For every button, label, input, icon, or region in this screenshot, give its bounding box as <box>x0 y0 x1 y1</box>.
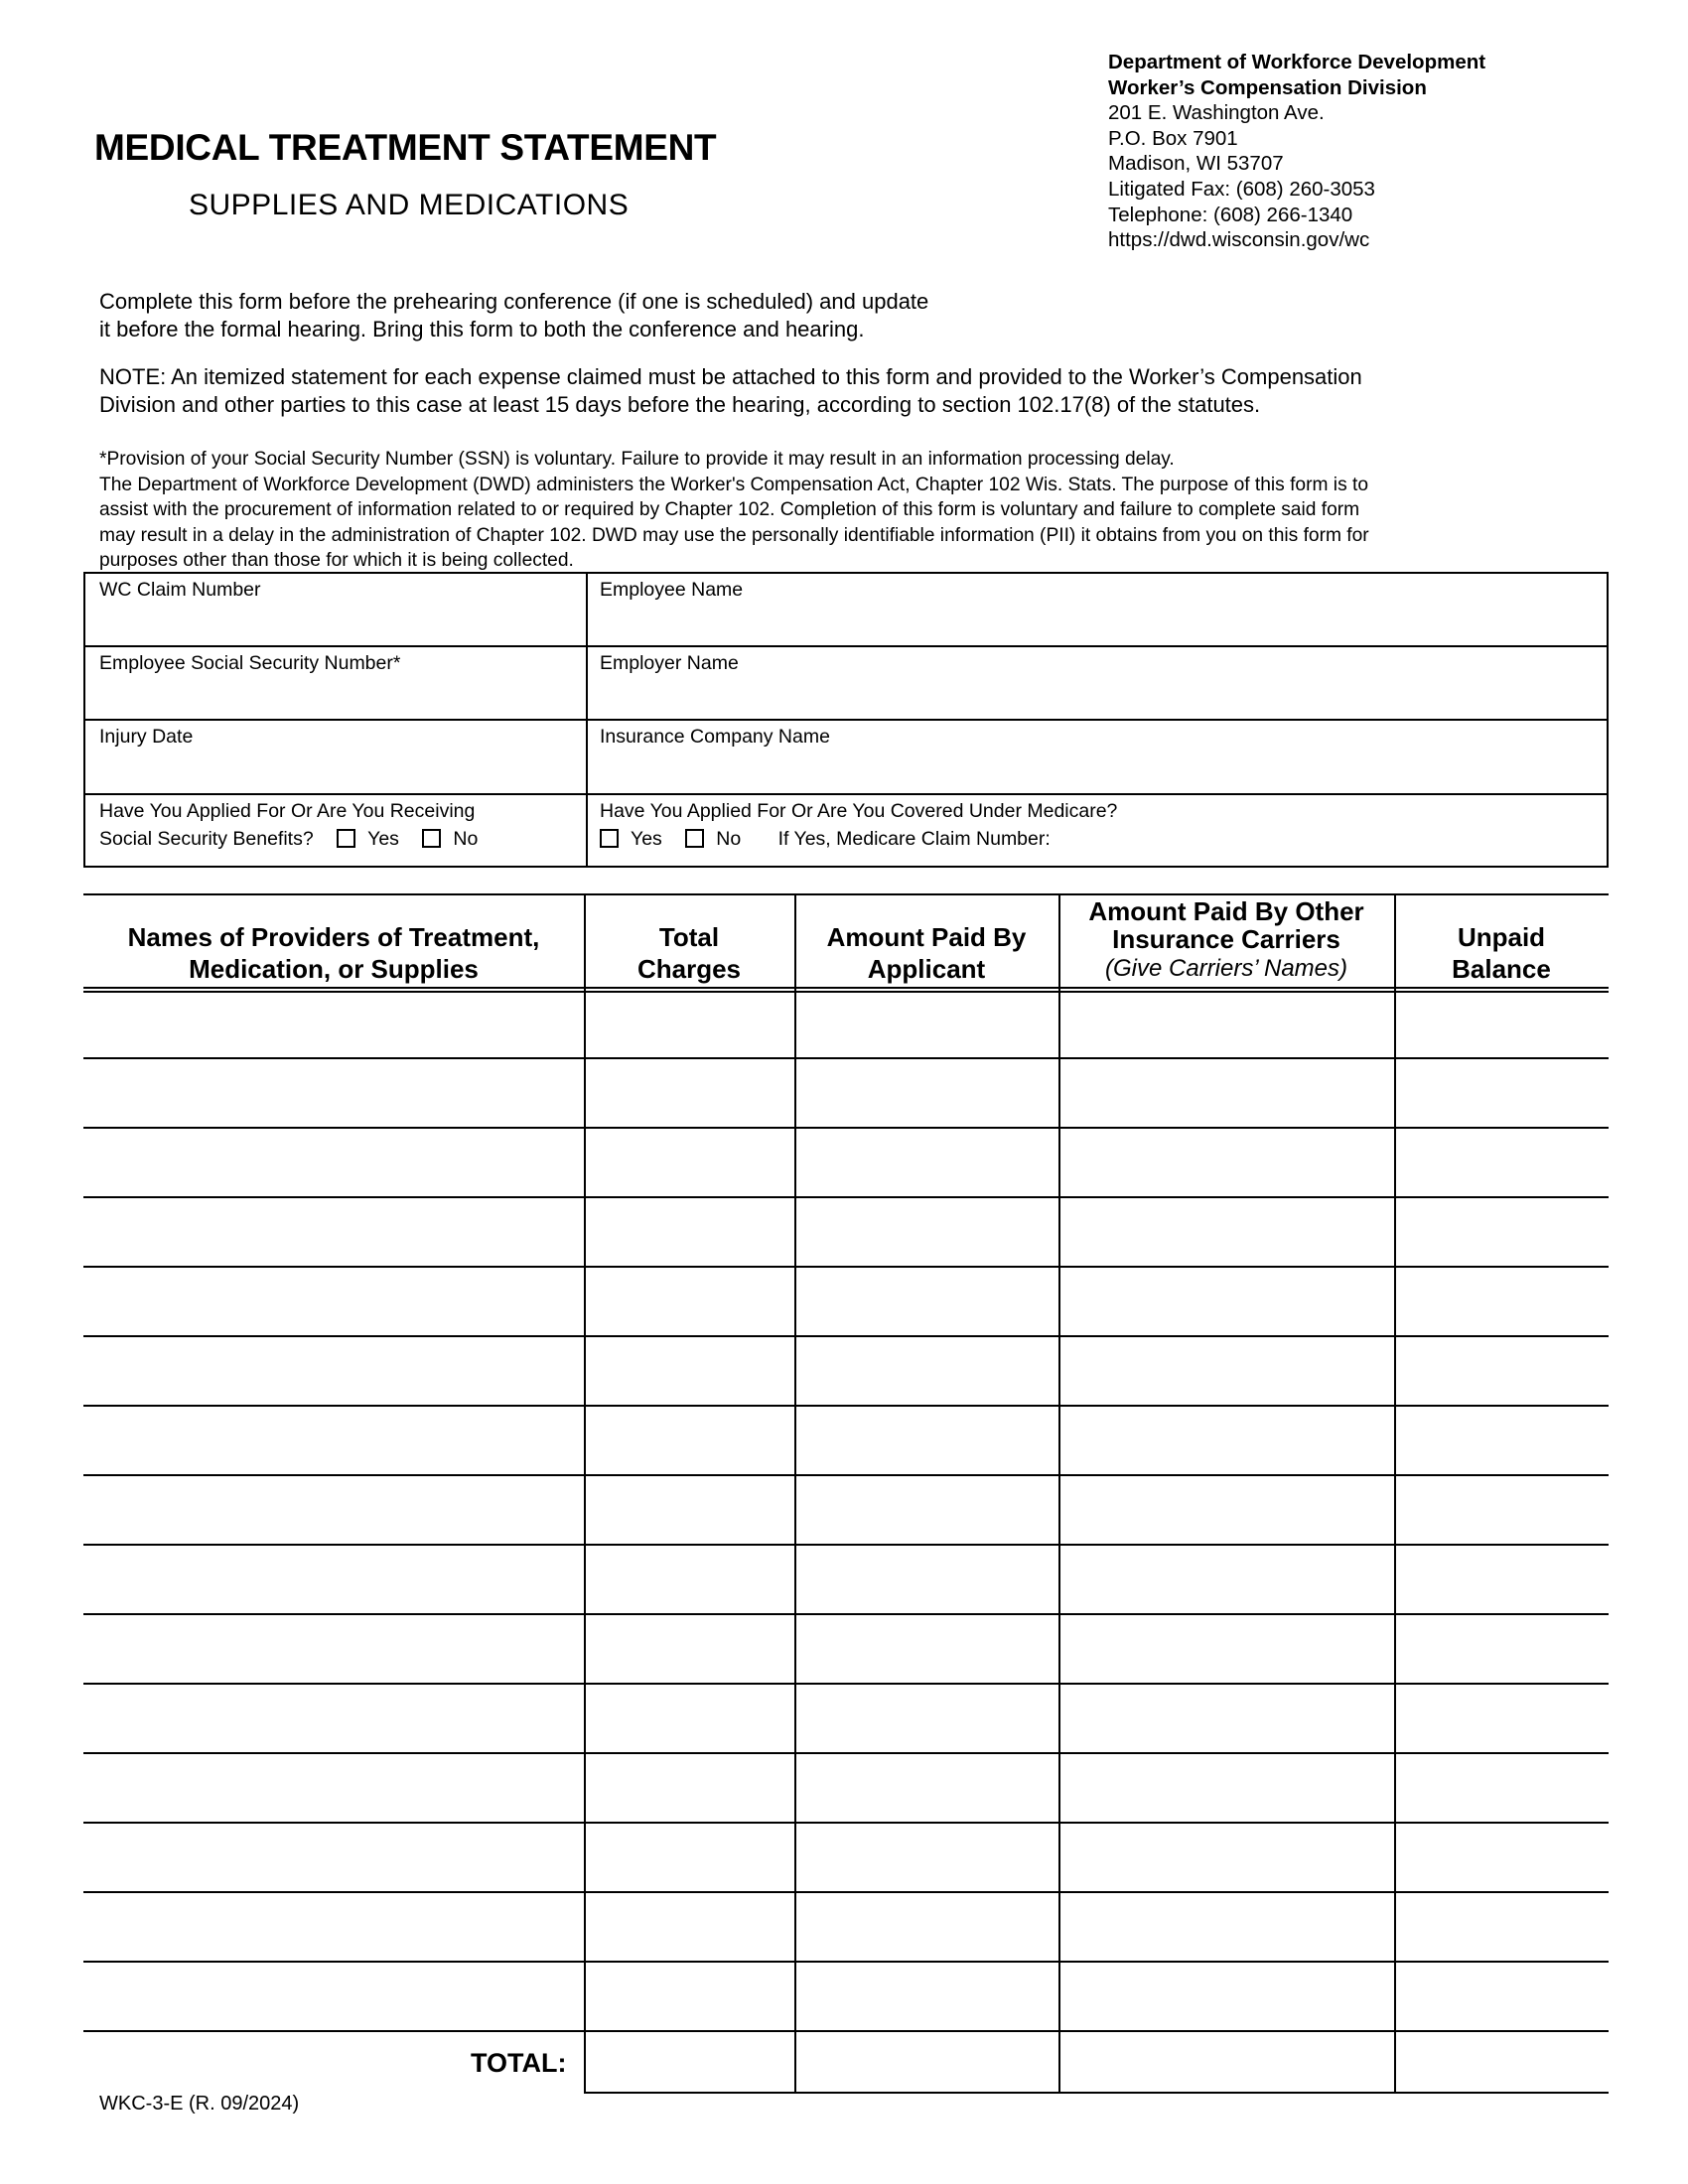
privacy-line-5: purposes other than those for which it is being collected. <box>99 550 574 572</box>
instructions <box>99 288 1092 343</box>
note <box>99 363 1599 419</box>
col-header-paid-by-applicant: Amount Paid By Applicant <box>826 922 1027 984</box>
instructions-line-2: it before the formal hearing. Bring this form to both the conference and hearing. <box>99 317 865 341</box>
ss-question-line-2 <box>99 825 478 853</box>
agency-address <box>1108 50 1485 253</box>
agency-dept: Department of Workforce Development <box>1108 51 1486 73</box>
agency-web[interactable]: https://dwd.wisconsin.gov/wc <box>1108 228 1370 252</box>
agency-phone: Telephone: (608) 266-1340 <box>1108 203 1353 226</box>
form-number: WKC-3-E (R. 09/2024) <box>99 2093 300 2115</box>
col-header-providers: Names of Providers of Treatment, Medication, or Supplies <box>127 922 540 984</box>
form-title: MEDICAL TREATMENT STATEMENT <box>94 127 717 168</box>
col-header-total-charges: Total Charges <box>636 922 742 984</box>
privacy-line-3: assist with the procurement of information related to or required by Chapter 102. Completion of this form is voluntary and failure to complete said form <box>99 499 1360 521</box>
agency-street: 201 E. Washington Ave. <box>1108 101 1325 125</box>
medicare-no-label: No <box>716 828 742 850</box>
total-label: TOTAL: <box>471 2048 567 2078</box>
social-security-question <box>99 797 478 853</box>
instructions-line-1: Complete this form before the prehearing conference (if one is scheduled) and update <box>99 289 929 314</box>
claimant-info-grid <box>83 572 1609 868</box>
ss-yes-checkbox[interactable] <box>337 829 355 848</box>
wc-claim-number-field[interactable]: WC Claim Number <box>99 579 261 601</box>
col-header-paid-by-other: Amount Paid By Other Insurance Carriers (Give Carriers’ Names) <box>1088 896 1364 982</box>
agency-po-box: P.O. Box 7901 <box>1108 126 1238 150</box>
medicare-question <box>600 797 1117 853</box>
privacy-line-1: *Provision of your Social Security Number (SSN) is voluntary. Failure to provide it may result in an information processing delay. <box>99 449 1175 470</box>
privacy-line-2: The Department of Workforce Development (DWD) administers the Worker's Compensation Act, Chapter 102 Wis. Stats. The purpose of this form is to <box>99 474 1369 495</box>
employer-name-field[interactable]: Employer Name <box>600 652 739 674</box>
agency-city: Madison, WI 53707 <box>1108 152 1284 176</box>
privacy-notice <box>99 447 1609 574</box>
employee-name-field[interactable]: Employee Name <box>600 579 744 601</box>
medicare-yes-label: Yes <box>631 828 662 850</box>
expense-table <box>83 893 1609 2093</box>
medicare-claim-number-field[interactable]: If Yes, Medicare Claim Number: <box>777 828 1051 850</box>
medicare-no-checkbox[interactable] <box>685 829 704 848</box>
agency-division: Worker’s Compensation Division <box>1108 75 1427 99</box>
note-line-2: Division and other parties to this case at least 15 days before the hearing, according to section 102.17(8) of the statutes. <box>99 392 1261 417</box>
medicare-question-line: Have You Applied For Or Are You Covered Under Medicare? <box>600 800 1118 822</box>
privacy-line-4: may result in a delay in the administration of Chapter 102. DWD may use the personally identifiable information (PII) it obtains from you on this form for <box>99 524 1369 546</box>
insurance-company-field[interactable]: Insurance Company Name <box>600 726 830 748</box>
employee-ssn-field[interactable]: Employee Social Security Number* <box>99 652 401 674</box>
ss-question-line-1: Have You Applied For Or Are You Receiving <box>99 800 476 822</box>
medicare-yes-checkbox[interactable] <box>600 829 619 848</box>
injury-date-field[interactable]: Injury Date <box>99 726 194 748</box>
ss-no-checkbox[interactable] <box>422 829 441 848</box>
ss-question-label: Social Security Benefits? <box>99 828 314 850</box>
ss-yes-label: Yes <box>367 828 399 850</box>
note-line-1: NOTE: An itemized statement for each expense claimed must be attached to this form and provided to the Worker’s Compensation <box>99 364 1362 389</box>
form-subtitle: SUPPLIES AND MEDICATIONS <box>189 189 630 221</box>
medicare-answer-line <box>600 825 1117 853</box>
agency-fax: Litigated Fax: (608) 260-3053 <box>1108 177 1375 201</box>
ss-no-label: No <box>453 828 479 850</box>
col-header-unpaid-balance: Unpaid Balance <box>1452 922 1551 984</box>
